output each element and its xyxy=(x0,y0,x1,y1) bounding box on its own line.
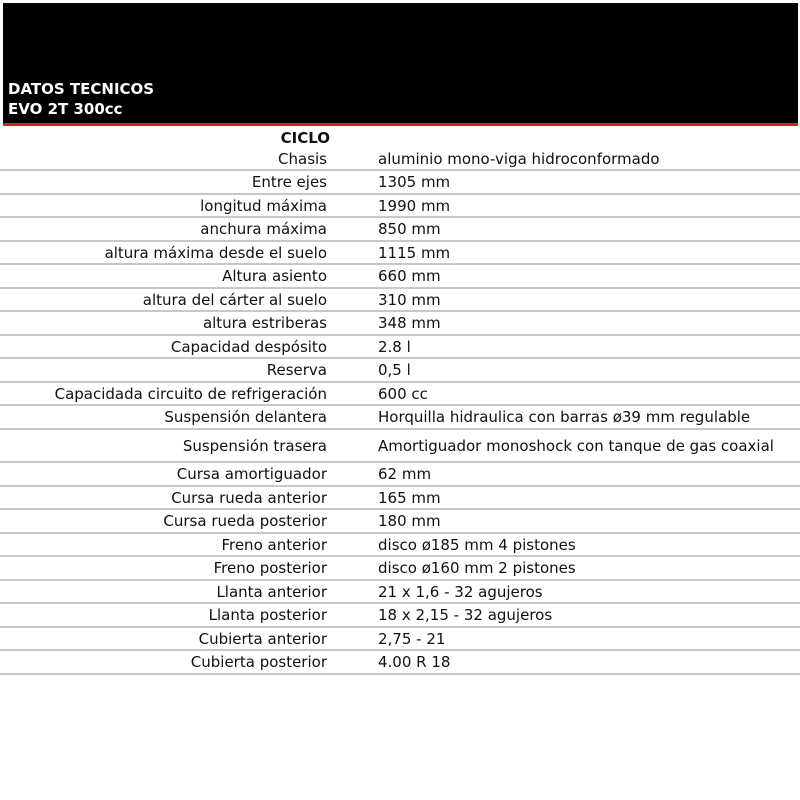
table-row xyxy=(0,383,800,406)
table-row xyxy=(0,242,800,265)
spec-label: altura estriberas xyxy=(202,314,327,332)
table-row xyxy=(0,510,800,534)
table-row xyxy=(0,265,800,289)
spec-value: 1115 mm xyxy=(378,243,451,262)
spec-label: Suspensión delantera xyxy=(164,408,327,426)
spec-label: Capacidad despósito xyxy=(170,337,327,356)
table-row xyxy=(0,581,800,604)
spec-value: 660 mm xyxy=(378,267,441,285)
spec-value: 180 mm xyxy=(378,512,441,530)
spec-label: Suspensión trasera xyxy=(182,436,327,455)
spec-value: 2,75 - 21 xyxy=(378,629,446,648)
spec-label: Llanta posterior xyxy=(208,606,327,624)
spec-value: disco ø160 mm 2 pistones xyxy=(378,559,576,577)
spec-value: 165 mm xyxy=(378,488,441,507)
table-row xyxy=(0,604,800,628)
spec-label: altura máxima desde el suelo xyxy=(104,243,327,262)
spec-value: aluminio mono-viga hidroconformado xyxy=(378,149,660,168)
spec-value: 0,5 l xyxy=(378,361,411,379)
table-row xyxy=(0,289,800,312)
table-row xyxy=(0,148,800,171)
table-row xyxy=(0,487,800,510)
spec-table xyxy=(0,148,800,675)
section-heading: CICLO xyxy=(280,129,330,147)
spec-value: 850 mm xyxy=(378,220,441,238)
spec-value: 600 cc xyxy=(378,384,428,403)
spec-label: Freno posterior xyxy=(213,559,327,577)
table-row xyxy=(0,430,800,463)
spec-label: Capacidada circuito de refrigeración xyxy=(54,384,327,403)
spec-value: Horquilla hidraulica con barras ø39 mm regulable xyxy=(378,408,751,426)
spec-value: 18 x 2,15 - 32 agujeros xyxy=(378,606,553,624)
spec-label: altura del cárter al suelo xyxy=(142,290,327,309)
spec-label: Freno anterior xyxy=(221,535,327,554)
spec-label: Cursa rueda anterior xyxy=(171,488,327,507)
spec-value: 62 mm xyxy=(378,465,432,483)
table-row xyxy=(0,534,800,557)
spec-label: Entre ejes xyxy=(251,173,327,191)
spec-label: Chasis xyxy=(278,149,327,168)
spec-value: 2.8 l xyxy=(378,337,411,356)
table-row xyxy=(0,463,800,487)
table-row xyxy=(0,336,800,359)
table-row xyxy=(0,312,800,336)
spec-value: 1990 mm xyxy=(378,196,451,215)
table-row xyxy=(0,628,800,651)
spec-value: disco ø185 mm 4 pistones xyxy=(378,535,576,554)
spec-label: Cursa amortiguador xyxy=(176,465,327,483)
spec-value: 348 mm xyxy=(378,314,441,332)
spec-value: Amortiguador monoshock con tanque de gas coaxial xyxy=(378,436,774,455)
spec-label: Reserva xyxy=(266,361,327,379)
spec-label: Cursa rueda posterior xyxy=(163,512,327,530)
table-row xyxy=(0,406,800,430)
table-row xyxy=(0,195,800,218)
model-name: EVO 2T 300cc xyxy=(8,100,123,118)
spec-label: longitud máxima xyxy=(200,196,327,215)
spec-label: Cubierta posterior xyxy=(190,653,327,671)
spec-value: 4.00 R 18 xyxy=(378,653,451,671)
spec-value: 21 x 1,6 - 32 agujeros xyxy=(378,582,543,601)
document-title: DATOS TECNICOS xyxy=(8,80,155,98)
spec-label: anchura máxima xyxy=(200,220,327,238)
table-row xyxy=(0,218,800,242)
table-row xyxy=(0,359,800,383)
table-row xyxy=(0,171,800,195)
table-row xyxy=(0,651,800,675)
spec-label: Cubierta anterior xyxy=(198,629,327,648)
accent-divider xyxy=(3,123,798,126)
header-banner xyxy=(3,3,798,123)
spec-value: 1305 mm xyxy=(378,173,451,191)
table-row xyxy=(0,557,800,581)
spec-label: Llanta anterior xyxy=(216,582,327,601)
spec-value: 310 mm xyxy=(378,290,441,309)
spec-label: Altura asiento xyxy=(222,267,327,285)
